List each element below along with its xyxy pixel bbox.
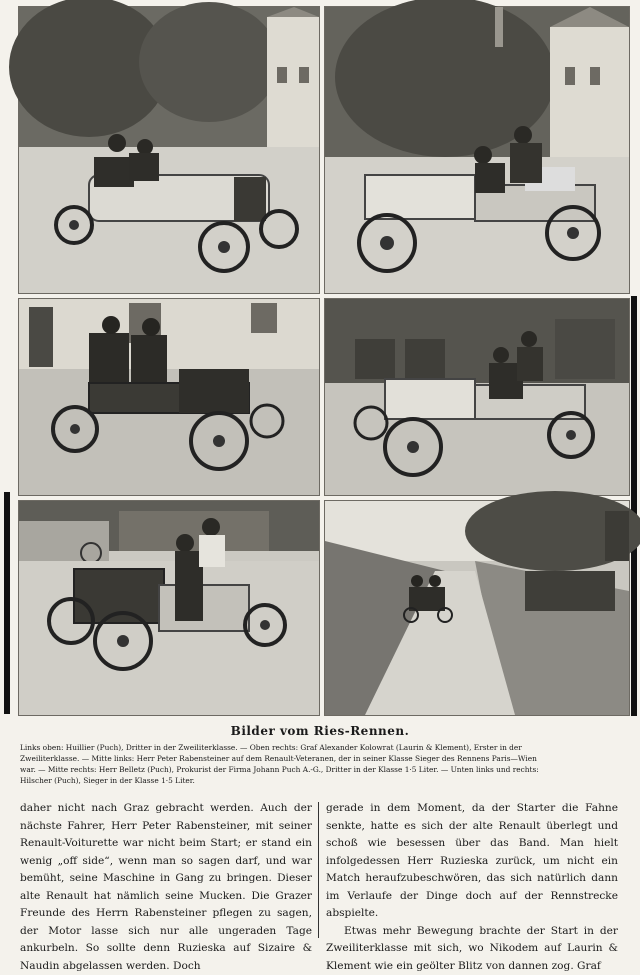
photo-car-image — [19, 501, 319, 715]
photo-bottom-left — [18, 500, 320, 716]
column-divider — [318, 802, 319, 938]
photo-top-left — [18, 6, 320, 294]
photo-car-image — [19, 299, 319, 495]
article-paragraph: gerade in dem Moment, da der Starter die Fahne senkte, hatte es sich der alte Renault überlegt und schoß wie besessen über das Band. Man hielt infolgedessen Herr Ruzieska zurück, um nicht ein Match heraufzubeschwören, das sich natürlich dann im Verlaufe der Dinge doch auf der Rennstrecke abspielte. — [326, 800, 618, 923]
caption-line: war. — Mitte rechts: Herr Belletz (Puch), Prokurist der Firma Johann Puch A.-G., Dritter in der Klasse 1·5 Liter. — Unten links und rechts: — [20, 764, 620, 775]
photo-road-image — [325, 501, 629, 715]
caption-body — [20, 742, 620, 786]
article-column-right — [326, 800, 618, 940]
photo-top-right — [324, 6, 630, 294]
photo-car-image — [19, 7, 319, 293]
scan-edge-right — [631, 296, 637, 716]
photo-car-image — [325, 299, 629, 495]
scan-edge-left — [4, 492, 10, 714]
photo-car-image — [325, 7, 629, 293]
photo-grid — [18, 6, 628, 714]
article-paragraph: Etwas mehr Bewegung brachte der Start in der Zweiliterklasse mit sich, wo Nikodem auf Laurin & Klement wie ein geölter Blitz von dannen zog. Graf — [326, 923, 618, 975]
article-paragraph: daher nicht nach Graz gebracht werden. Auch der nächste Fahrer, Herr Peter Rabensteiner, mit seiner Renault-Voiturette war nicht beim Start; er stand ein wenig „off side“, wenn man so sagen darf, und war bemüht, seine Maschine in Gang zu bringen. Dieser alte Renault hat nämlich seine Mucken. Die Grazer Freunde des Herrn Rabensteiner pflegen zu sagen, der Motor lasse sich nur alle ungeraden Tage ankurbeln. So sollte denn Ruzieska auf Sizaire & Naudin abgelassen werden. Doch — [20, 800, 312, 975]
photo-bottom-right — [324, 500, 630, 716]
caption-line: Hilscher (Puch), Sieger in der Klasse 1·5 Liter. — [20, 775, 620, 786]
article-column-left — [20, 800, 312, 940]
photo-middle-left — [18, 298, 320, 496]
photo-middle-right — [324, 298, 630, 496]
caption-line: Links oben: Huillier (Puch), Dritter in der Zweiliterklasse. — Oben rechts: Graf Alexander Kolowrat (Laurin & Klement), Erster in der — [20, 742, 620, 753]
caption-title: Bilder vom Ries-Rennen. — [0, 724, 640, 738]
caption-line: Zweiliterklasse. — Mitte links: Herr Peter Rabensteiner auf dem Renault-Veteranen, der in seiner Klasse Sieger des Rennens Paris—Wien — [20, 753, 620, 764]
